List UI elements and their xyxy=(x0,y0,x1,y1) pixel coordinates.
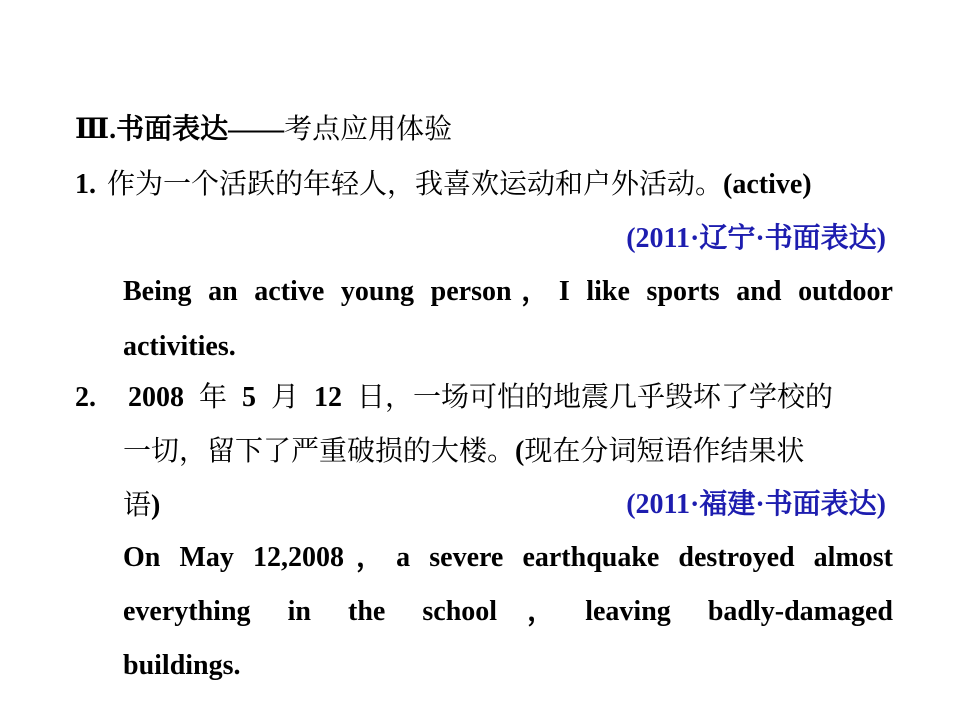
item-1-sep: . xyxy=(89,169,96,200)
item-2-answer-line-3: buildings. xyxy=(123,650,241,681)
heading-subtitle: 考点应用体验 xyxy=(284,112,453,145)
item-1-number: 1 xyxy=(75,169,89,200)
item-1-chinese: 作为一个活跃的年轻人，我喜欢运动和户外活动。 xyxy=(107,167,724,200)
item-2-answer-line-1: On May 12,2008，a severe earthquake destroyed almost xyxy=(123,542,893,573)
item-1-answer-line-2: activities. xyxy=(123,331,236,362)
item-1-prompt xyxy=(75,167,812,202)
roman-numeral: Ⅲ. xyxy=(75,114,117,145)
item-2-sep: . xyxy=(89,382,96,413)
item-1-hint: (active) xyxy=(723,169,812,200)
item-2-prompt-line-2: 一切，留下了严重破损的大楼。(现在分词短语作结果状 xyxy=(123,434,805,467)
heading-title: 书面表达 xyxy=(116,112,229,145)
item-2-prompt-line-1: 2. 2008 年 5 月 12 日，一场可怕的地震几乎毁坏了学校的 xyxy=(75,380,834,413)
item-2-number: 2 xyxy=(75,382,89,413)
item-1-answer-line-1: Being an active young person，I like sports and outdoor xyxy=(123,276,893,307)
item-2-answer-line-2: everything in the school，leaving badly-damaged xyxy=(123,596,893,627)
item-1-source: (2011·辽宁·书面表达) xyxy=(626,223,886,254)
section-heading xyxy=(75,112,452,147)
item-2-source: (2011·福建·书面表达) xyxy=(626,489,886,520)
item-2-prompt-line-3: 语) xyxy=(123,488,161,521)
heading-dash: —— xyxy=(228,114,285,145)
